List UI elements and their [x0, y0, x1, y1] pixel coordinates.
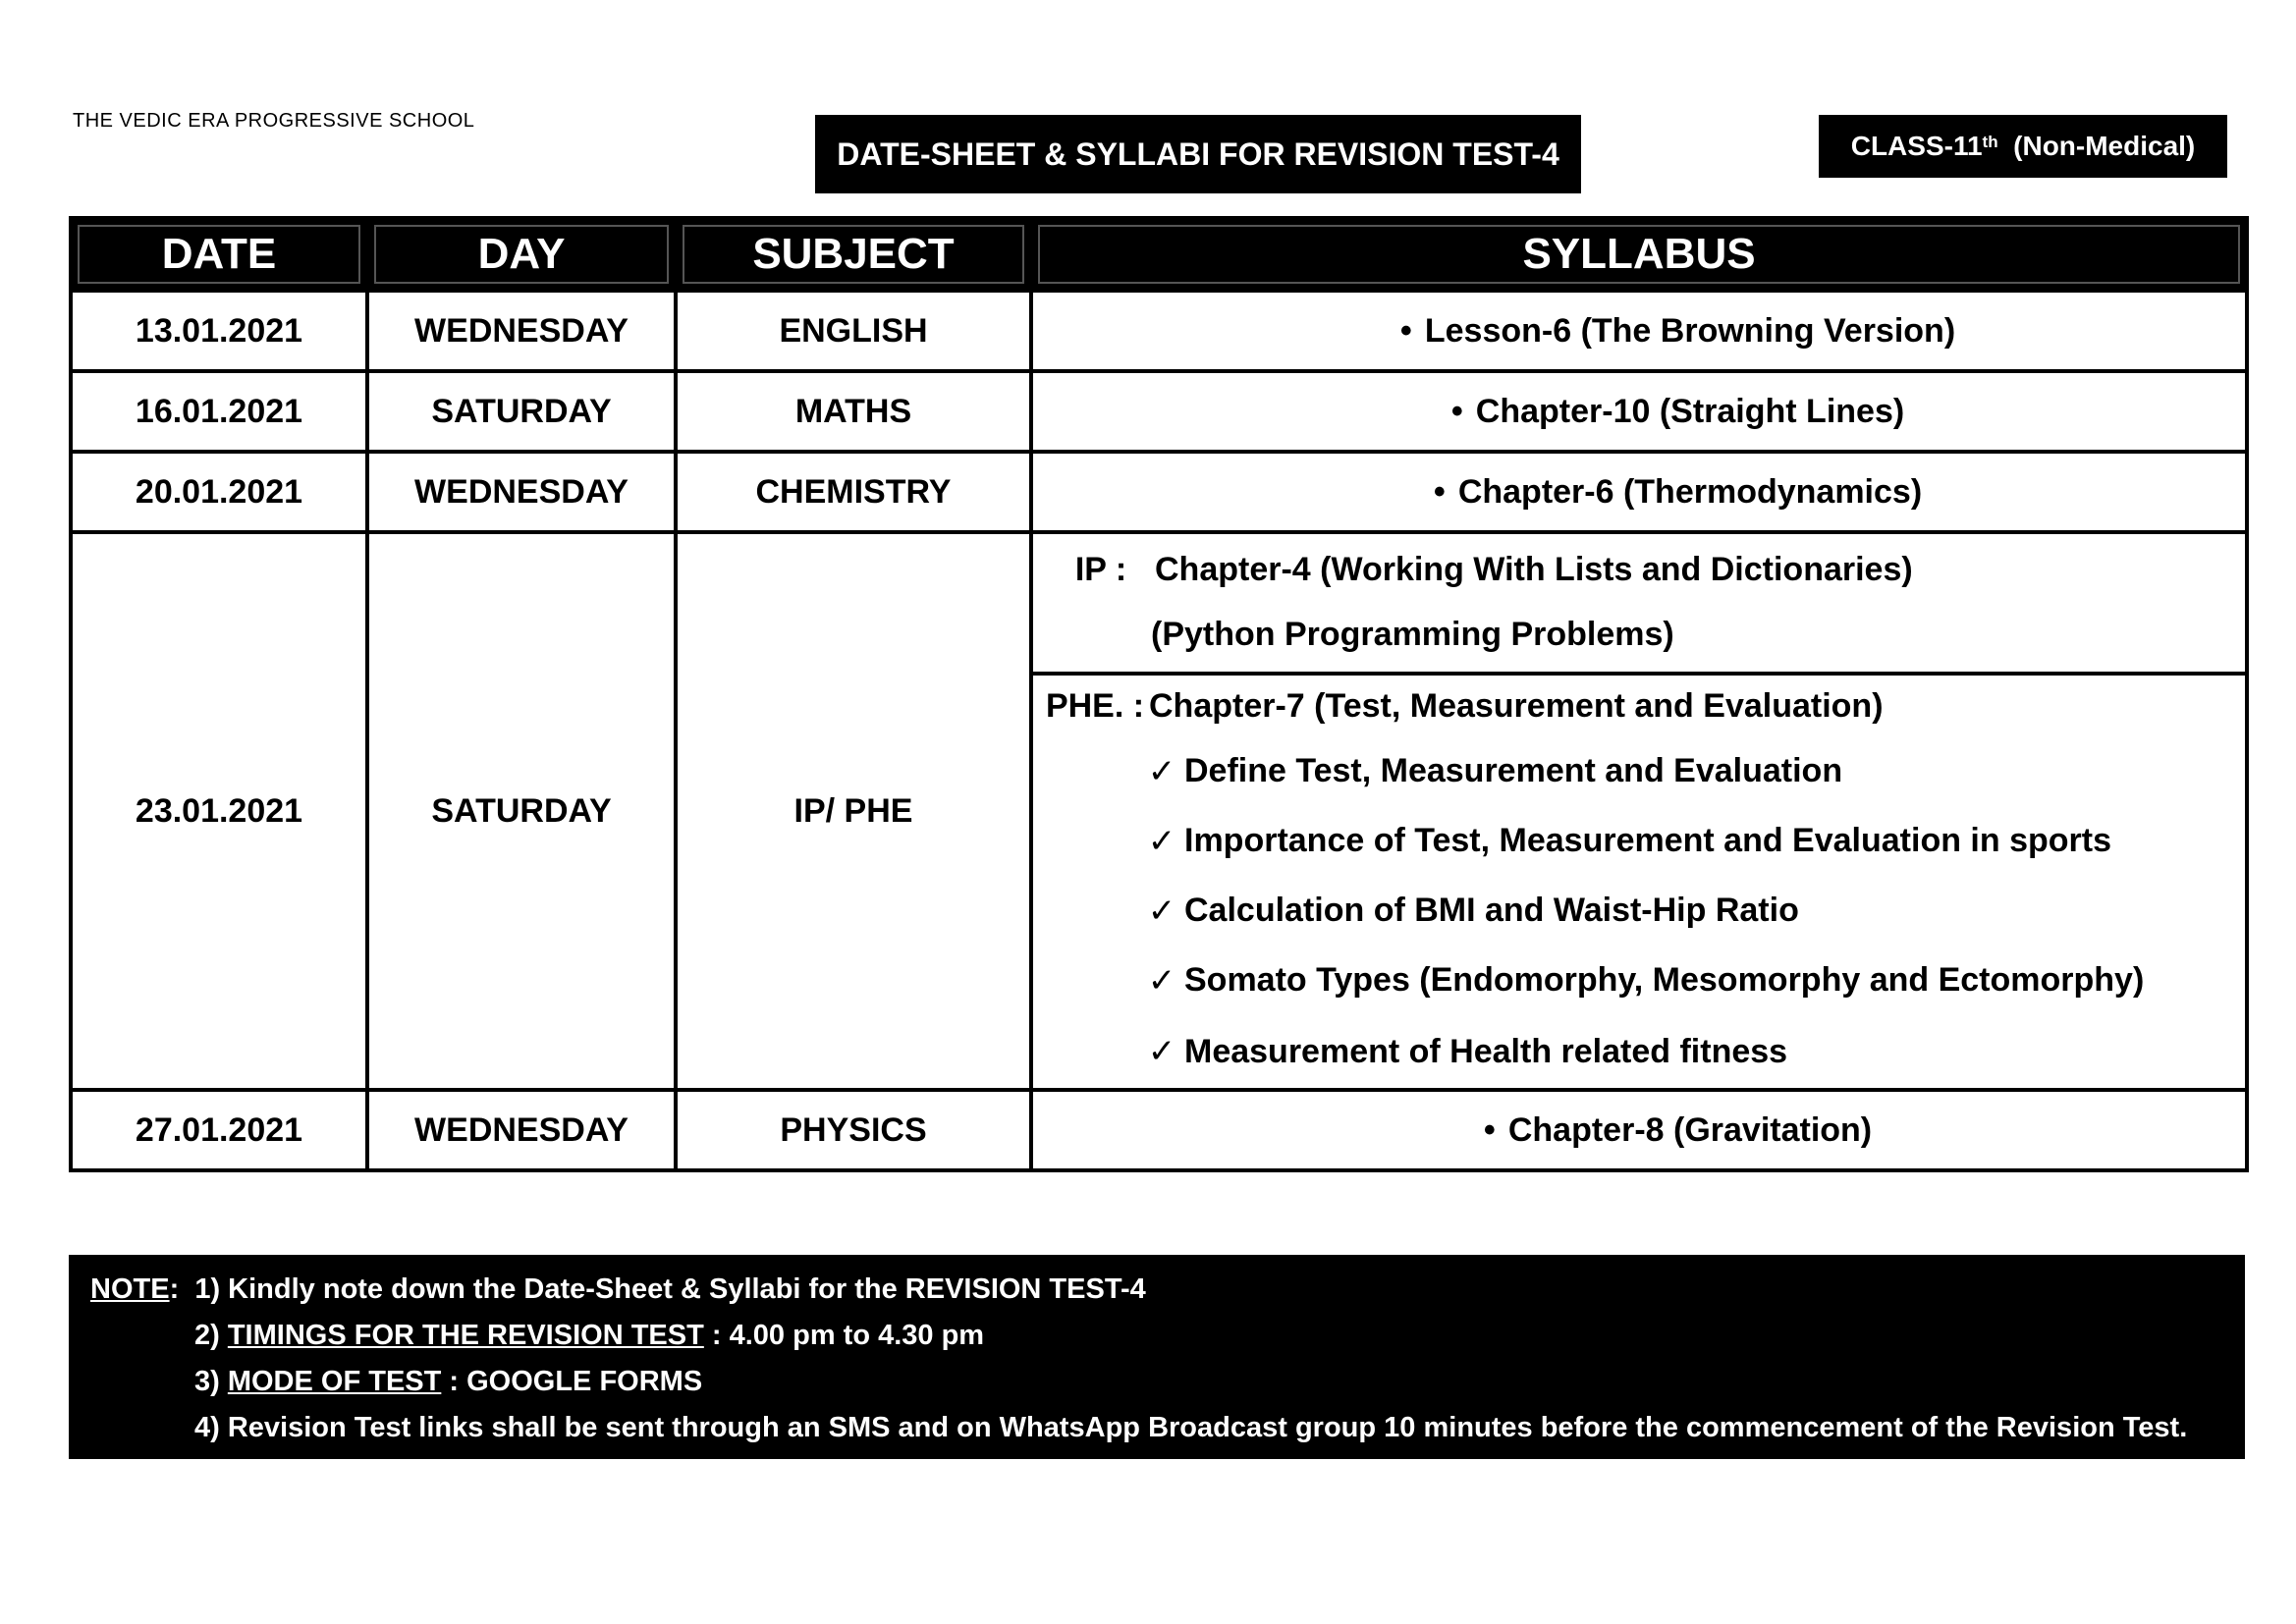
syllabus-text: Lesson-6 (The Browning Version): [1424, 311, 1956, 350]
table-row: [71, 371, 2247, 452]
checkmark-icon: ✓: [1147, 961, 1176, 1000]
syllabus-cell: [1031, 291, 2247, 371]
phe-point: Somato Types (Endomorphy, Mesomorphy and Ectomorphy): [1184, 961, 2145, 999]
table-row: [71, 291, 2247, 371]
date-cell: 27.01.2021: [71, 1090, 367, 1170]
list-item: [1033, 806, 2245, 876]
bullet-icon: •: [1483, 1110, 1496, 1149]
day-cell: WEDNESDAY: [367, 1090, 676, 1170]
syllabus-cell: [1031, 1090, 2247, 1170]
class-superscript: th: [1982, 133, 1998, 151]
ip-line: [1033, 599, 2245, 670]
table-row: [71, 452, 2247, 532]
subject-cell: PHYSICS: [676, 1090, 1031, 1170]
day-cell: WEDNESDAY: [367, 452, 676, 532]
list-item: [1033, 736, 2245, 806]
phe-chapter: Chapter-7 (Test, Measurement and Evaluation): [1149, 686, 1884, 725]
day-cell: WEDNESDAY: [367, 291, 676, 371]
note-text: : 1) Kindly note down the Date-Sheet & Syllabi for the REVISION TEST-4: [169, 1273, 1146, 1305]
note-line: [90, 1313, 2245, 1359]
note-value: : GOOGLE FORMS: [441, 1366, 703, 1397]
note-value: : 4.00 pm to 4.30 pm: [703, 1320, 985, 1351]
school-name: THE VEDIC ERA PROGRESSIVE SCHOOL: [73, 110, 475, 132]
subject-cell: CHEMISTRY: [676, 452, 1031, 532]
note-number: 3): [194, 1366, 228, 1397]
phe-line: [1033, 676, 2245, 736]
column-header-day: DAY: [367, 218, 676, 291]
document-title: DATE-SHEET & SYLLABI FOR REVISION TEST-4: [815, 115, 1581, 193]
syllabus-text: Chapter-10 (Straight Lines): [1475, 392, 1905, 430]
bullet-icon: •: [1433, 472, 1446, 511]
ip-chapter: Chapter-4 (Working With Lists and Dictionaries): [1155, 550, 1913, 588]
column-header-subject: SUBJECT: [676, 218, 1031, 291]
date-cell: 20.01.2021: [71, 452, 367, 532]
table-row-combined: [71, 532, 2247, 1090]
class-label: CLASS-11: [1850, 131, 1983, 161]
class-badge: [1819, 115, 2227, 178]
syllabus-text: Chapter-8 (Gravitation): [1507, 1110, 1873, 1149]
note-key: MODE OF TEST: [227, 1366, 442, 1397]
note-box: [69, 1255, 2245, 1459]
note-text: 4) Revision Test links shall be sent through an SMS and on WhatsApp Broadcast group 10 minutes before the commencement of the Revision Test.: [194, 1412, 2188, 1443]
phe-point: Importance of Test, Measurement and Evaluation in sports: [1184, 822, 2111, 859]
syllabus-text: Chapter-6 (Thermodynamics): [1457, 472, 1923, 511]
phe-prefix: PHE. :: [1045, 686, 1145, 725]
checkmark-icon: ✓: [1147, 752, 1176, 790]
ip-subtopic: (Python Programming Problems): [1151, 615, 1674, 653]
note-line: [90, 1267, 2245, 1313]
table-header-row: [71, 218, 2247, 291]
day-cell: SATURDAY: [367, 532, 676, 1090]
note-key: TIMINGS FOR THE REVISION TEST: [227, 1320, 704, 1351]
phe-point: Define Test, Measurement and Evaluation: [1184, 752, 1843, 789]
column-header-date: DATE: [71, 218, 367, 291]
list-item: [1033, 1015, 2245, 1088]
subject-cell: IP/ PHE: [676, 532, 1031, 1090]
phe-point: Measurement of Health related fitness: [1184, 1032, 1788, 1070]
checkmark-icon: ✓: [1147, 892, 1176, 930]
checkmark-icon: ✓: [1147, 822, 1176, 860]
note-number: 2): [194, 1320, 228, 1351]
checkmark-icon: ✓: [1147, 1033, 1176, 1070]
bullet-icon: •: [1450, 392, 1463, 430]
list-item: [1033, 876, 2245, 946]
table-row: [71, 1090, 2247, 1170]
note-line: [90, 1359, 2245, 1405]
note-line: [90, 1405, 2245, 1451]
date-cell: 16.01.2021: [71, 371, 367, 452]
class-stream: (Non-Medical): [2013, 131, 2196, 161]
subject-cell: ENGLISH: [676, 291, 1031, 371]
phe-point: Calculation of BMI and Waist-Hip Ratio: [1184, 892, 1799, 929]
syllabus-cell: [1031, 452, 2247, 532]
subject-cell: MATHS: [676, 371, 1031, 452]
list-item: [1033, 946, 2245, 1015]
note-label: NOTE: [90, 1273, 170, 1305]
ip-syllabus: [1033, 534, 2245, 676]
day-cell: SATURDAY: [367, 371, 676, 452]
ip-prefix: IP :: [1074, 550, 1127, 588]
date-sheet-table: [69, 216, 2249, 1172]
date-cell: 13.01.2021: [71, 291, 367, 371]
date-cell: 23.01.2021: [71, 532, 367, 1090]
column-header-syllabus: SYLLABUS: [1031, 218, 2247, 291]
ip-line: [1033, 540, 2245, 599]
syllabus-cell: [1031, 532, 2247, 1090]
syllabus-cell: [1031, 371, 2247, 452]
bullet-icon: •: [1399, 311, 1412, 350]
phe-syllabus: [1033, 676, 2245, 1088]
